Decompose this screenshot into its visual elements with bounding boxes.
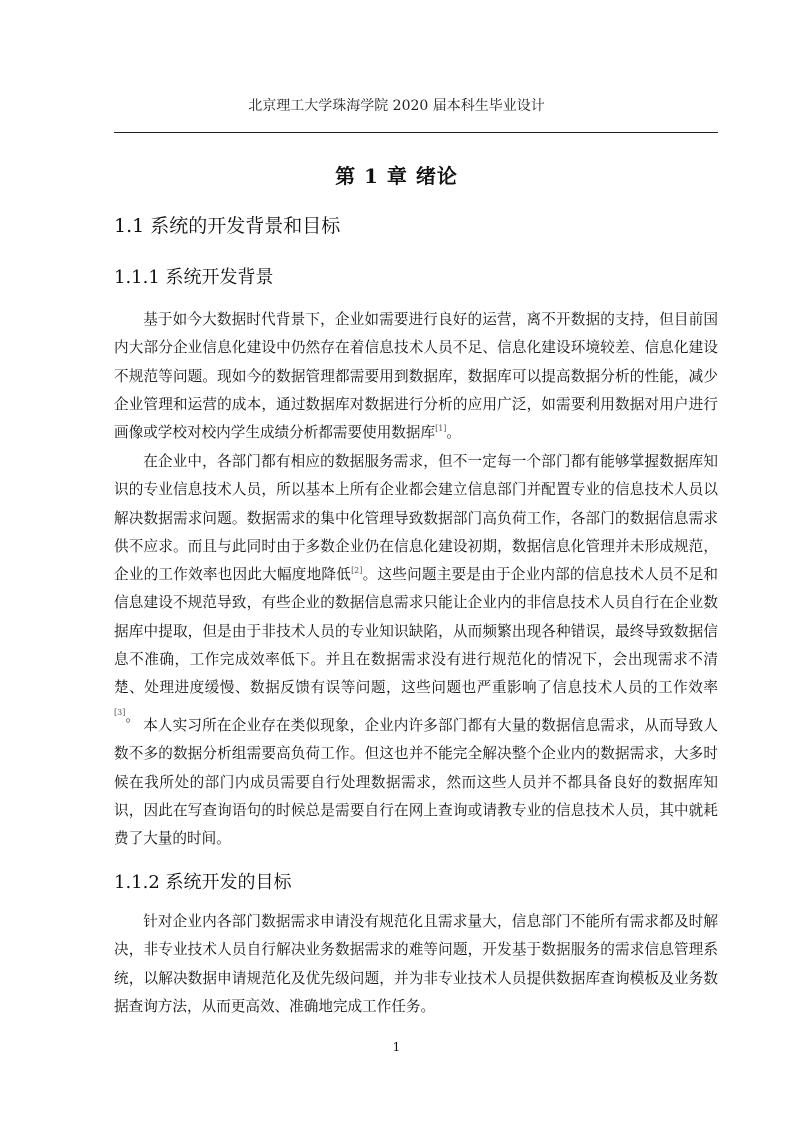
page-number: 1: [392, 1040, 401, 1054]
paragraph-background-3: [114, 712, 718, 853]
paragraph-text: 本人实习所在企业存在类似现象，企业内许多部门都有大量的数据信息需求，从而导致人数不多的数据分析组需要高负荷工作。但这也并不能完全解决整个企业内的数据需求，大多时候在我所处的部门内成员需要自行处理数据需求，然而这些人员并不都具备良好的数据库知识，因此在写查询语句的时候总是需要自行在网上查询或请教专业的信息技术人员，其中就耗费了大量的时间。: [114, 717, 718, 848]
citation-1: [1]: [435, 424, 447, 434]
paragraph-text: 在企业中，各部门都有相应的数据服务需求，但不一定每一个部门都有能够掌握数据库知识的专业信息技术人员，所以基本上所有企业都会建立信息部门并配置专业的信息技术人员以解决数据需求问题。数据需求的集中化管理导致数据部门高负荷工作，各部门的数据信息需求供不应求。而且与此同时由于多数企业仍在信息化建设初期，数据信息化管理并未形成规范，企业的工作效率也因此大幅度地降低: [114, 453, 718, 584]
paragraph-background-1: [114, 306, 718, 447]
citation-3: [3]: [114, 707, 126, 717]
paragraph-tail: 。: [125, 707, 140, 725]
citation-2: [2]: [351, 566, 363, 576]
section-heading-1-1-2: 1.1.2 系统开发的目标: [114, 872, 292, 893]
paragraph-text: 。这些问题主要是由于企业内部的信息技术人员不足和信息建设不规范导致，有些企业的数据信息需求只能让企业内的非信息技术人员自行在企业数据库中提取，但是由于非技术人员的专业知识缺陷，从而频繁出现各种错误，最终导致数据信息不准确，工作完成效率低下。并且在数据需求没有进行规范化的情况下，会出现需求不清楚、处理进度缓慢、数据反馈有误等问题，这些问题也严重影响了信息技术人员的工作效率: [114, 566, 718, 697]
paragraph-tail: 。: [446, 424, 462, 442]
paragraph-goal-1: [114, 908, 718, 1021]
page-header: 北京理工大学珠海学院 2020 届本科生毕业设计: [248, 98, 545, 114]
chapter-title: 第 1 章 绪论: [335, 164, 458, 188]
paragraph-text: 针对企业内各部门数据需求申请没有规范化且需求量大，信息部门不能所有需求都及时解决，非专业技术人员自行解决业务数据需求的难等问题，开发基于数据服务的需求信息管理系统，以解决数据申请规范化及优先级问题，并为非专业技术人员提供数据库查询模板及业务数据查询方法，从而更高效、准确地完成工作任务。: [114, 913, 718, 1015]
paragraph-text: 基于如今大数据时代背景下，企业如需要进行良好的运营，离不开数据的支持，但目前国内大部分企业信息化建设中仍然存在着信息技术人员不足、信息化建设环境较差、信息化建设不规范等问题。现如今的数据管理都需要用到数据库，数据库可以提高数据分析的性能，减少企业管理和运营的成本，通过数据库对数据进行分析的应用广泛，如需要利用数据对用户进行画像或学校对校内学生成绩分析都需要使用数据库: [114, 311, 718, 442]
section-heading-1-1: 1.1 系统的开发背景和目标: [114, 215, 341, 237]
paragraph-background-2: [114, 448, 718, 731]
section-heading-1-1-1: 1.1.1 系统开发背景: [114, 267, 274, 288]
header-divider: [114, 132, 718, 133]
